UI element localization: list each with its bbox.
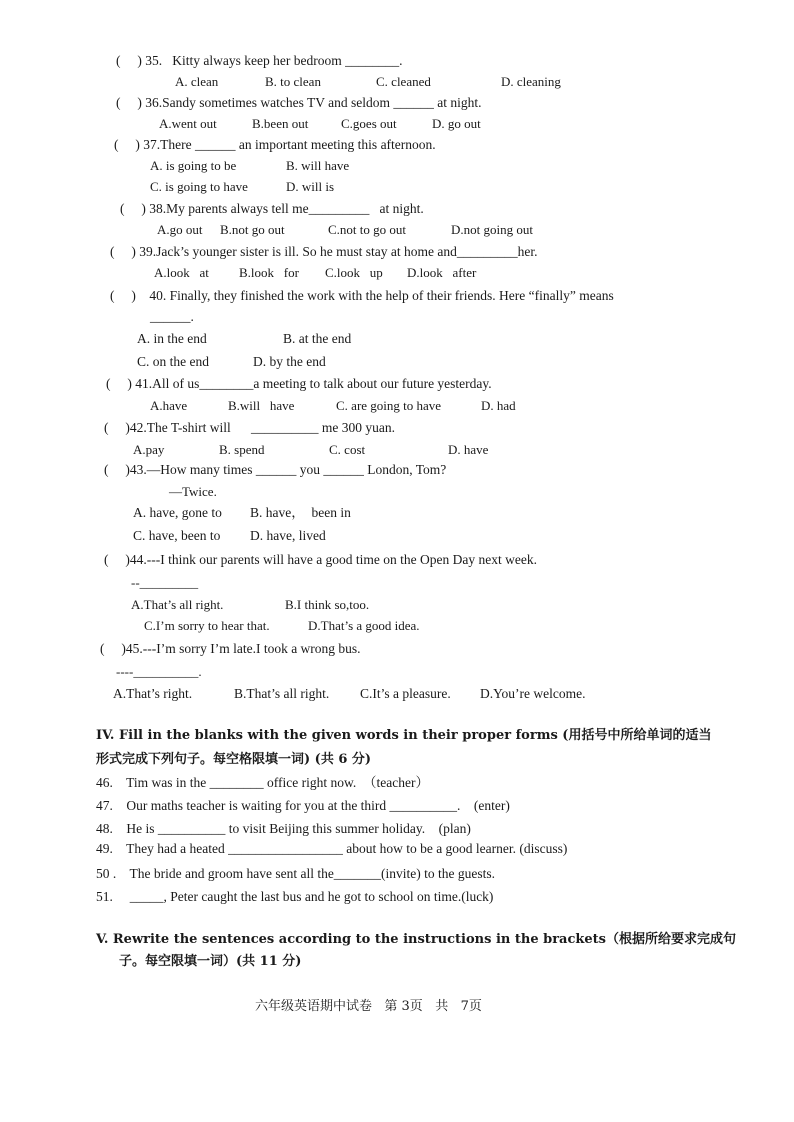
question-42-stem: ( )42.The T-shirt will __________ me 300 yuan. xyxy=(104,420,395,435)
question-43-option-d: D. have, lived xyxy=(250,528,326,543)
question-39-option-a: A.look at xyxy=(154,265,209,280)
question-41-option-a: A.have xyxy=(150,398,188,413)
question-51: 51. _____, Peter caught the last bus and he got to school on time.(luck) xyxy=(96,889,494,904)
question-45-option-c: C.It’s a pleasure. xyxy=(360,686,451,701)
question-37-option-d: D. will is xyxy=(286,179,335,194)
question-50: 50 . The bride and groom have sent all the_______(invite) to the guests. xyxy=(96,866,496,881)
question-44-option-d: D.That’s a good idea. xyxy=(308,618,420,633)
question-47: 47. Our maths teacher is waiting for you at the third __________. (enter) xyxy=(96,798,510,813)
question-42-option-c: C. cost xyxy=(329,442,366,457)
question-38-stem: ( ) 38.My parents always tell me_________ at night. xyxy=(120,201,424,216)
question-44-stem: ( )44.---I think our parents will have a good time on the Open Day next week. xyxy=(104,552,538,567)
question-36-stem: ( ) 36.Sandy sometimes watches TV and seldom ______ at night. xyxy=(116,95,482,110)
question-40-option-b: B. at the end xyxy=(283,331,352,346)
question-35-option-b: B. to clean xyxy=(265,74,321,89)
section-4-heading: IV. Fill in the blanks with the given words in their proper forms (用括号中所给单词的适当 xyxy=(96,728,712,743)
question-35-stem: ( ) 35. Kitty always keep her bedroom ________. xyxy=(116,53,403,68)
question-38-option-b: B.not go out xyxy=(220,222,285,237)
question-43-option-c: C. have, been to xyxy=(133,528,221,543)
question-42-option-d: D. have xyxy=(448,442,489,457)
question-37-option-b: B. will have xyxy=(286,158,350,173)
question-36-option-b: B.been out xyxy=(252,116,309,131)
question-41-stem: ( ) 41.All of us________a meeting to talk about our future yesterday. xyxy=(106,376,492,391)
question-44-option-a: A.That’s all right. xyxy=(131,597,224,612)
question-39-option-c: C.look up xyxy=(325,265,383,280)
question-39-option-b: B.look for xyxy=(239,265,299,280)
question-45-stem: ( )45.---I’m sorry I’m late.I took a wrong bus. xyxy=(100,641,361,656)
question-36-option-c: C.goes out xyxy=(341,116,397,131)
section-5-heading: V. Rewrite the sentences according to the instructions in the brackets（根据所给要求完成句 xyxy=(96,932,736,947)
question-36-option-d: D. go out xyxy=(432,116,481,131)
question-45-option-a: A.That’s right. xyxy=(113,686,193,701)
question-43-option-b: B. have， been in xyxy=(250,505,351,520)
question-40-blank: ______. xyxy=(150,309,194,324)
section-4-heading-continued: 形式完成下列句子。每空格限填一词) (共 6 分) xyxy=(96,752,372,767)
question-35-option-d: D. cleaning xyxy=(501,74,561,89)
question-39-option-d: D.look after xyxy=(407,265,477,280)
question-42-option-a: A.pay xyxy=(133,442,165,457)
question-46: 46. Tim was in the ________ office right now. （teacher） xyxy=(96,775,429,790)
question-44-reply: --_________ xyxy=(131,575,199,590)
question-42-option-b: B. spend xyxy=(219,442,265,457)
section-5-heading-continued: 子。每空限填一词）(共 11 分) xyxy=(119,954,302,969)
question-36-option-a: A.went out xyxy=(159,116,217,131)
question-35-option-c: C. cleaned xyxy=(376,74,431,89)
question-37-option-c: C. is going to have xyxy=(150,179,248,194)
question-41-option-c: C. are going to have xyxy=(336,398,442,413)
question-45-option-b: B.That’s all right. xyxy=(234,686,330,701)
question-48: 48. He is __________ to visit Beijing this summer holiday. (plan) xyxy=(96,821,471,836)
question-41-option-d: D. had xyxy=(481,398,516,413)
question-37-stem: ( ) 37.There ______ an important meeting this afternoon. xyxy=(114,137,436,152)
question-40-option-c: C. on the end xyxy=(137,354,209,369)
question-37-option-a: A. is going to be xyxy=(150,158,237,173)
question-43-option-a: A. have, gone to xyxy=(133,505,222,520)
question-40-option-a: A. in the end xyxy=(137,331,207,346)
question-49: 49. They had a heated _________________ about how to be a good learner. (discuss) xyxy=(96,841,568,856)
question-38-option-a: A.go out xyxy=(157,222,203,237)
question-44-option-c: C.I’m sorry to hear that. xyxy=(144,618,270,633)
question-43-reply: —Twice. xyxy=(169,484,217,499)
question-40-stem: ( ) 40. Finally, they finished the work with the help of their friends. Here “finally” means xyxy=(110,288,614,303)
question-39-stem: ( ) 39.Jack’s younger sister is ill. So he must stay at home and_________her. xyxy=(110,244,538,259)
question-38-option-d: D.not going out xyxy=(451,222,533,237)
question-38-option-c: C.not to go out xyxy=(328,222,407,237)
question-44-option-b: B.I think so,too. xyxy=(285,597,370,612)
question-41-option-b: B.will have xyxy=(228,398,295,413)
question-40-option-d: D. by the end xyxy=(253,354,326,369)
question-45-option-d: D.You’re welcome. xyxy=(480,686,586,701)
question-43-stem: ( )43.—How many times ______ you ______ London, Tom? xyxy=(104,462,447,477)
question-45-reply: ----__________. xyxy=(116,664,202,679)
page-footer: 六年级英语期中试卷 第 3页 共 7页 xyxy=(255,999,482,1014)
question-35-option-a: A. clean xyxy=(175,74,219,89)
